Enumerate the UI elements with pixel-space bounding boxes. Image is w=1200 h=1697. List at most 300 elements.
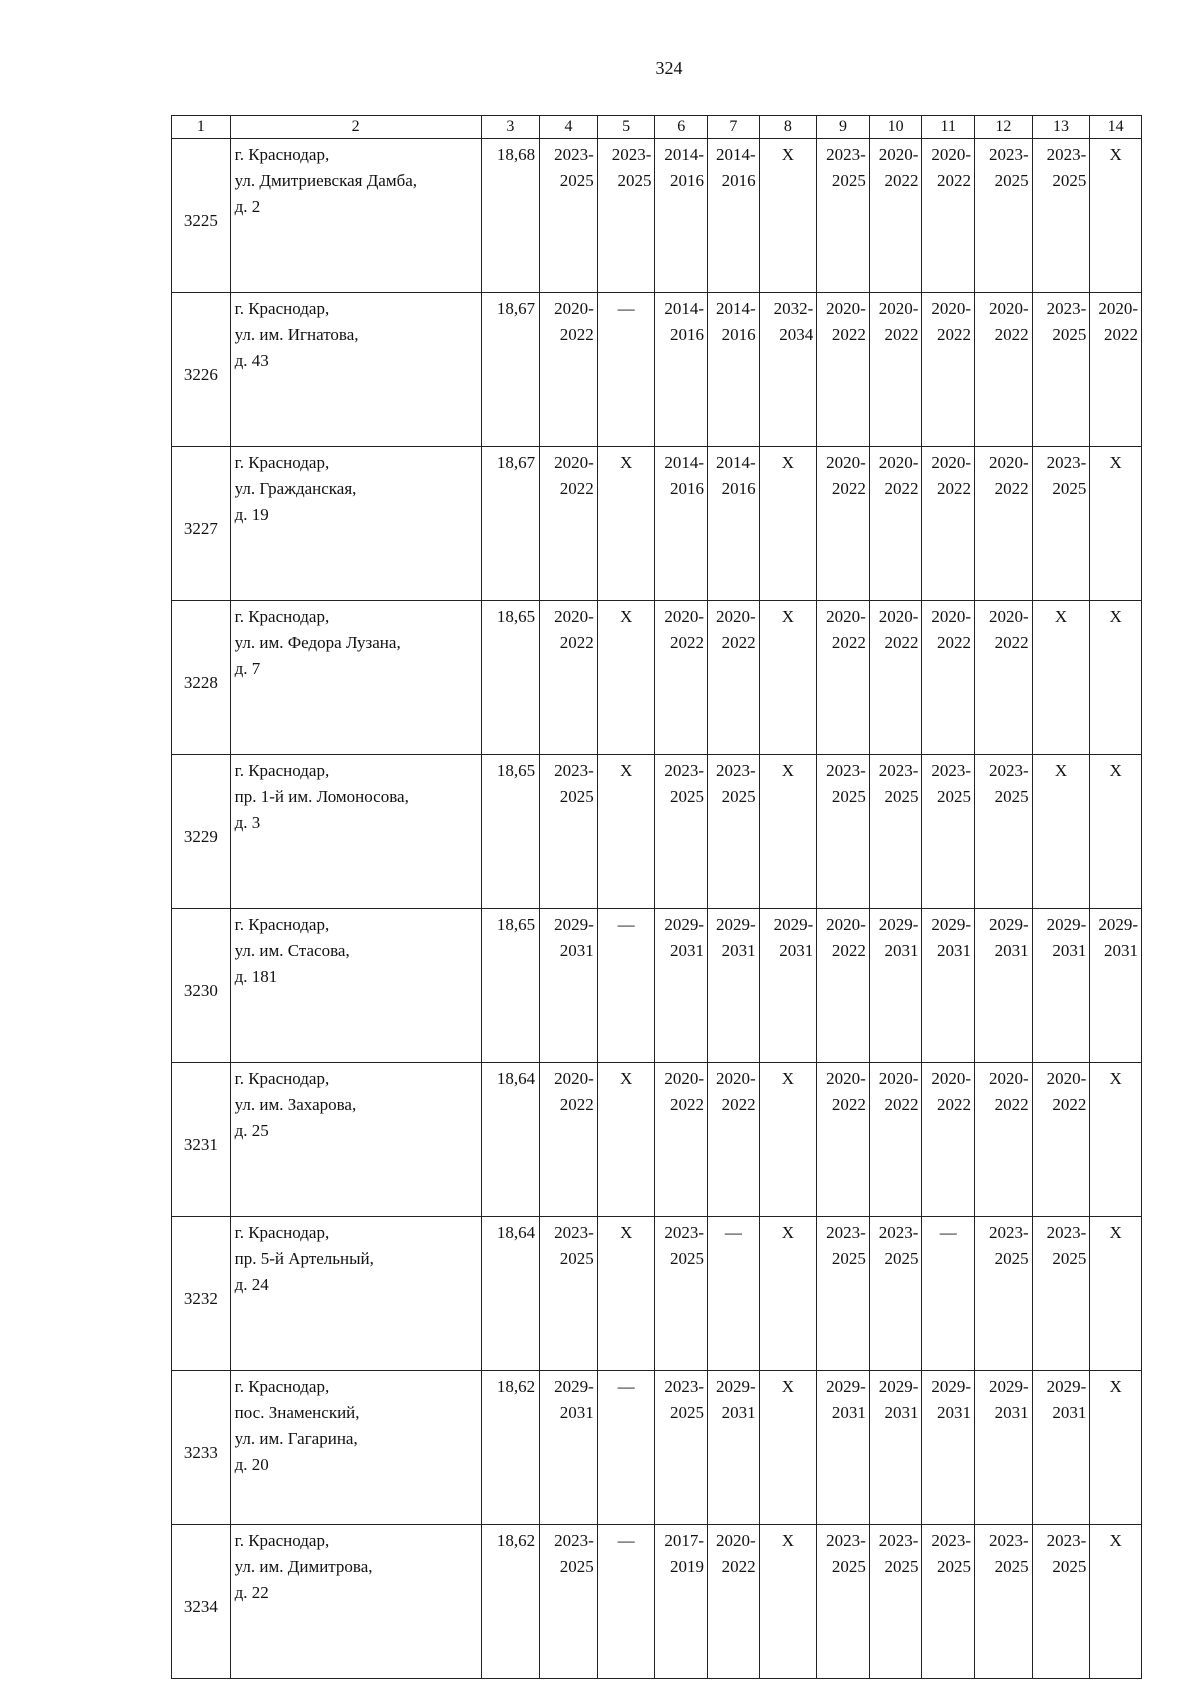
period-end: 2025 xyxy=(884,787,919,806)
period-end: 2025 xyxy=(884,1249,919,1268)
period-cell xyxy=(597,139,655,293)
period-start: 2029- xyxy=(554,915,594,934)
not-required-mark: X xyxy=(1090,1217,1142,1371)
period-cell xyxy=(869,139,922,293)
row-number: 3228 xyxy=(172,601,231,755)
period-end: 2025 xyxy=(670,1249,705,1268)
column-header: 6 xyxy=(655,116,708,139)
period-cell xyxy=(540,1217,598,1371)
period-start: 2023- xyxy=(826,145,866,164)
period-cell xyxy=(817,139,870,293)
period-start: 2020- xyxy=(715,1069,756,1088)
value-cell: 18,67 xyxy=(481,447,540,601)
period-end: 2022 xyxy=(831,941,866,960)
not-required-mark: X xyxy=(1090,1063,1142,1217)
period-end: 2031 xyxy=(994,1403,1029,1422)
period-start: 2029- xyxy=(878,1377,919,1396)
period-end: 2025 xyxy=(559,171,594,190)
period-start: 2020- xyxy=(931,607,972,626)
period-start: 2023- xyxy=(1046,299,1087,318)
period-start: 2020- xyxy=(989,299,1029,318)
address-line: пр. 5-й Артельный, xyxy=(234,1249,374,1268)
period-start: 2020- xyxy=(554,453,594,472)
period-end: 2025 xyxy=(1052,171,1087,190)
period-cell xyxy=(975,139,1033,293)
period-start: 2023- xyxy=(1046,1223,1087,1242)
period-end: 2025 xyxy=(831,1557,866,1576)
value-cell: 18,65 xyxy=(481,601,540,755)
page-number: 324 xyxy=(655,58,683,78)
period-start: 2014- xyxy=(715,299,756,318)
table-row xyxy=(172,601,1142,755)
period-cell xyxy=(708,1063,760,1217)
period-cell xyxy=(975,293,1033,447)
address-line: г. Краснодар, xyxy=(234,915,330,934)
period-end: 2025 xyxy=(831,171,866,190)
period-end: 2025 xyxy=(670,787,705,806)
not-required-mark: X xyxy=(759,1217,817,1371)
period-start: 2023- xyxy=(826,1223,866,1242)
period-cell xyxy=(708,755,760,909)
period-start: 2023- xyxy=(989,761,1029,780)
period-cell xyxy=(869,755,922,909)
table-row xyxy=(172,1371,1142,1525)
period-start: 2029- xyxy=(989,915,1029,934)
address-line: г. Краснодар, xyxy=(234,299,330,318)
row-number: 3230 xyxy=(172,909,231,1063)
period-start: 2023- xyxy=(826,761,866,780)
not-required-mark: X xyxy=(759,755,817,909)
address-line: ул. им. Димитрова, xyxy=(234,1557,373,1576)
dash-mark: — xyxy=(708,1217,760,1371)
period-end: 2031 xyxy=(937,941,972,960)
address-line: ул. им. Гагарина, xyxy=(234,1429,358,1448)
address-line: д. 181 xyxy=(234,967,278,986)
address-line: д. 22 xyxy=(234,1583,269,1602)
not-required-mark: X xyxy=(1090,139,1142,293)
period-end: 2025 xyxy=(884,1557,919,1576)
column-header: 8 xyxy=(759,116,817,139)
table-row xyxy=(172,139,1142,293)
period-start: 2020- xyxy=(989,453,1029,472)
period-start: 2020- xyxy=(715,1531,756,1550)
period-start: 2029- xyxy=(664,915,705,934)
period-end: 2022 xyxy=(937,171,972,190)
period-end: 2022 xyxy=(721,1095,756,1114)
period-start: 2029- xyxy=(931,915,972,934)
address-line: г. Краснодар, xyxy=(234,761,330,780)
period-cell xyxy=(922,139,975,293)
period-end: 2022 xyxy=(831,325,866,344)
period-start: 2023- xyxy=(989,145,1029,164)
period-end: 2025 xyxy=(559,787,594,806)
period-start: 2023- xyxy=(1046,1531,1087,1550)
period-cell xyxy=(708,601,760,755)
dash-mark: — xyxy=(597,293,655,447)
period-cell xyxy=(540,139,598,293)
column-header: 4 xyxy=(540,116,598,139)
value-cell: 18,67 xyxy=(481,293,540,447)
period-cell xyxy=(759,293,817,447)
not-required-mark: X xyxy=(1032,601,1090,755)
row-number: 3234 xyxy=(172,1525,231,1679)
period-start: 2020- xyxy=(931,1069,972,1088)
period-end: 2022 xyxy=(559,633,594,652)
period-cell xyxy=(540,755,598,909)
address-line: г. Краснодар, xyxy=(234,1531,330,1550)
column-header: 11 xyxy=(922,116,975,139)
value-cell: 18,62 xyxy=(481,1371,540,1525)
address-line: ул. им. Игнатова, xyxy=(234,325,359,344)
period-end: 2031 xyxy=(994,941,1029,960)
period-start: 2029- xyxy=(878,915,919,934)
period-start: 2023- xyxy=(878,761,919,780)
period-start: 2023- xyxy=(664,1377,705,1396)
period-end: 2025 xyxy=(559,1249,594,1268)
row-number: 3227 xyxy=(172,447,231,601)
period-start: 2023- xyxy=(554,1531,594,1550)
address-line: д. 2 xyxy=(234,197,261,216)
period-start: 2029- xyxy=(826,1377,866,1396)
period-cell xyxy=(869,1063,922,1217)
row-number: 3229 xyxy=(172,755,231,909)
period-end: 2016 xyxy=(670,479,705,498)
value-cell: 18,65 xyxy=(481,755,540,909)
period-cell xyxy=(817,601,870,755)
period-end: 2016 xyxy=(721,325,756,344)
address-cell xyxy=(230,601,481,755)
period-start: 2023- xyxy=(554,761,594,780)
period-start: 2029- xyxy=(931,1377,972,1396)
period-start: 2020- xyxy=(1046,1069,1087,1088)
period-cell xyxy=(1032,909,1090,1063)
address-line: д. 7 xyxy=(234,659,261,678)
period-end: 2022 xyxy=(884,171,919,190)
period-cell xyxy=(869,909,922,1063)
address-line: ул. им. Федора Лузана, xyxy=(234,633,401,652)
period-cell xyxy=(1032,1063,1090,1217)
address-line: г. Краснодар, xyxy=(234,145,330,164)
period-end: 2022 xyxy=(1104,325,1138,344)
period-cell xyxy=(817,293,870,447)
period-cell xyxy=(759,909,817,1063)
period-cell xyxy=(1032,1217,1090,1371)
value-cell: 18,64 xyxy=(481,1217,540,1371)
column-header: 5 xyxy=(597,116,655,139)
column-header: 3 xyxy=(481,116,540,139)
address-line: пр. 1-й им. Ломоносова, xyxy=(234,787,409,806)
period-cell xyxy=(922,601,975,755)
period-start: 2023- xyxy=(931,1531,972,1550)
period-end: 2025 xyxy=(831,1249,866,1268)
period-end: 2022 xyxy=(670,1095,705,1114)
period-end: 2025 xyxy=(1052,325,1087,344)
period-cell xyxy=(540,1063,598,1217)
period-cell xyxy=(817,755,870,909)
dash-mark: — xyxy=(597,909,655,1063)
period-end: 2016 xyxy=(721,479,756,498)
period-cell xyxy=(655,1217,708,1371)
period-end: 2025 xyxy=(617,171,652,190)
period-cell xyxy=(655,293,708,447)
not-required-mark: X xyxy=(759,447,817,601)
period-end: 2022 xyxy=(994,325,1029,344)
column-header: 14 xyxy=(1090,116,1142,139)
dash-mark: — xyxy=(597,1525,655,1679)
period-start: 2029- xyxy=(1098,915,1138,934)
not-required-mark: X xyxy=(1090,1371,1142,1525)
column-header: 9 xyxy=(817,116,870,139)
period-cell xyxy=(708,447,760,601)
period-cell xyxy=(922,909,975,1063)
period-end: 2025 xyxy=(670,1403,705,1422)
table-row xyxy=(172,1063,1142,1217)
value-cell: 18,62 xyxy=(481,1525,540,1679)
period-cell xyxy=(655,447,708,601)
period-end: 2031 xyxy=(1052,941,1087,960)
period-end: 2022 xyxy=(937,479,972,498)
not-required-mark: X xyxy=(759,139,817,293)
period-end: 2031 xyxy=(721,941,756,960)
register-table xyxy=(171,115,1142,1679)
period-cell xyxy=(869,1371,922,1525)
period-cell xyxy=(817,1063,870,1217)
period-cell xyxy=(975,1063,1033,1217)
not-required-mark: X xyxy=(759,601,817,755)
address-cell xyxy=(230,1371,481,1525)
period-start: 2023- xyxy=(664,761,705,780)
period-start: 2020- xyxy=(826,299,866,318)
period-cell xyxy=(869,293,922,447)
period-start: 2029- xyxy=(1046,915,1087,934)
period-end: 2025 xyxy=(721,787,756,806)
period-start: 2023- xyxy=(826,1531,866,1550)
address-line: ул. им. Стасова, xyxy=(234,941,350,960)
table-row xyxy=(172,755,1142,909)
address-line: д. 20 xyxy=(234,1455,269,1474)
not-required-mark: X xyxy=(597,447,655,601)
period-cell xyxy=(869,447,922,601)
period-end: 2022 xyxy=(559,325,594,344)
period-end: 2016 xyxy=(721,171,756,190)
period-end: 2022 xyxy=(831,1095,866,1114)
period-cell xyxy=(1032,1371,1090,1525)
period-start: 2020- xyxy=(664,607,705,626)
period-cell xyxy=(540,601,598,755)
period-end: 2031 xyxy=(559,1403,594,1422)
period-start: 2023- xyxy=(931,761,972,780)
not-required-mark: X xyxy=(597,601,655,755)
address-line: ул. им. Захарова, xyxy=(234,1095,357,1114)
address-line: г. Краснодар, xyxy=(234,607,330,626)
period-end: 2031 xyxy=(831,1403,866,1422)
column-header: 2 xyxy=(230,116,481,139)
period-cell xyxy=(540,293,598,447)
period-end: 2034 xyxy=(779,325,814,344)
period-cell xyxy=(655,1063,708,1217)
period-cell xyxy=(922,293,975,447)
period-cell xyxy=(975,447,1033,601)
period-start: 2020- xyxy=(664,1069,705,1088)
period-end: 2031 xyxy=(559,941,594,960)
period-cell xyxy=(655,755,708,909)
address-cell xyxy=(230,139,481,293)
address-line: д. 25 xyxy=(234,1121,269,1140)
period-cell xyxy=(1032,447,1090,601)
period-start: 2029- xyxy=(1046,1377,1087,1396)
period-cell xyxy=(817,447,870,601)
period-start: 2014- xyxy=(664,299,705,318)
period-cell xyxy=(869,1525,922,1679)
address-cell xyxy=(230,755,481,909)
period-start: 2020- xyxy=(931,453,972,472)
period-cell xyxy=(869,601,922,755)
period-start: 2023- xyxy=(664,1223,705,1242)
period-start: 2020- xyxy=(554,1069,594,1088)
value-cell: 18,65 xyxy=(481,909,540,1063)
period-cell xyxy=(975,601,1033,755)
period-cell xyxy=(708,139,760,293)
period-start: 2023- xyxy=(554,1223,594,1242)
period-start: 2023- xyxy=(1046,145,1087,164)
period-start: 2020- xyxy=(1098,299,1138,318)
dash-mark: — xyxy=(922,1217,975,1371)
period-start: 2020- xyxy=(989,607,1029,626)
period-start: 2014- xyxy=(664,145,705,164)
period-cell xyxy=(1090,293,1142,447)
address-cell xyxy=(230,909,481,1063)
column-header: 7 xyxy=(708,116,760,139)
period-start: 2023- xyxy=(878,1531,919,1550)
period-start: 2023- xyxy=(554,145,594,164)
period-end: 2022 xyxy=(994,479,1029,498)
column-header: 12 xyxy=(975,116,1033,139)
period-start: 2020- xyxy=(878,607,919,626)
not-required-mark: X xyxy=(1090,601,1142,755)
period-end: 2025 xyxy=(994,1557,1029,1576)
period-end: 2025 xyxy=(559,1557,594,1576)
period-end: 2025 xyxy=(831,787,866,806)
header-row xyxy=(172,116,1142,139)
address-cell xyxy=(230,293,481,447)
period-end: 2031 xyxy=(884,1403,919,1422)
period-cell xyxy=(655,909,708,1063)
not-required-mark: X xyxy=(759,1371,817,1525)
period-start: 2023- xyxy=(1046,453,1087,472)
not-required-mark: X xyxy=(759,1063,817,1217)
period-start: 2014- xyxy=(664,453,705,472)
period-cell xyxy=(975,1371,1033,1525)
period-cell xyxy=(1090,909,1142,1063)
period-cell xyxy=(540,909,598,1063)
period-cell xyxy=(869,1217,922,1371)
period-cell xyxy=(817,1217,870,1371)
period-start: 2029- xyxy=(989,1377,1029,1396)
address-line: д. 19 xyxy=(234,505,269,524)
period-cell xyxy=(922,1063,975,1217)
address-line: г. Краснодар, xyxy=(234,1377,330,1396)
period-cell xyxy=(975,1217,1033,1371)
address-cell xyxy=(230,1525,481,1679)
period-cell xyxy=(708,293,760,447)
row-number: 3226 xyxy=(172,293,231,447)
period-start: 2020- xyxy=(989,1069,1029,1088)
period-end: 2031 xyxy=(721,1403,756,1422)
period-end: 2016 xyxy=(670,325,705,344)
period-cell xyxy=(975,909,1033,1063)
period-cell xyxy=(922,1525,975,1679)
period-end: 2022 xyxy=(559,1095,594,1114)
period-end: 2025 xyxy=(1052,1557,1087,1576)
period-end: 2031 xyxy=(1104,941,1138,960)
period-cell xyxy=(655,1525,708,1679)
period-end: 2025 xyxy=(994,1249,1029,1268)
period-cell xyxy=(922,1371,975,1525)
period-end: 2022 xyxy=(884,479,919,498)
period-start: 2020- xyxy=(554,299,594,318)
period-end: 2031 xyxy=(670,941,705,960)
not-required-mark: X xyxy=(597,755,655,909)
address-cell xyxy=(230,447,481,601)
period-cell xyxy=(540,1371,598,1525)
period-start: 2023- xyxy=(715,761,756,780)
not-required-mark: X xyxy=(1090,447,1142,601)
period-start: 2023- xyxy=(878,1223,919,1242)
period-start: 2029- xyxy=(773,915,814,934)
period-cell xyxy=(1032,1525,1090,1679)
period-start: 2014- xyxy=(715,453,756,472)
period-cell xyxy=(817,909,870,1063)
period-start: 2017- xyxy=(664,1531,705,1550)
address-line: г. Краснодар, xyxy=(234,453,330,472)
row-number: 3232 xyxy=(172,1217,231,1371)
period-start: 2020- xyxy=(931,145,972,164)
period-cell xyxy=(975,1525,1033,1679)
period-end: 2025 xyxy=(1052,479,1087,498)
period-start: 2023- xyxy=(989,1531,1029,1550)
address-cell xyxy=(230,1063,481,1217)
table-row xyxy=(172,909,1142,1063)
table-row xyxy=(172,293,1142,447)
period-end: 2022 xyxy=(937,325,972,344)
period-end: 2022 xyxy=(721,633,756,652)
period-cell xyxy=(708,909,760,1063)
period-end: 2025 xyxy=(994,171,1029,190)
period-end: 2022 xyxy=(994,1095,1029,1114)
period-end: 2022 xyxy=(937,633,972,652)
period-start: 2020- xyxy=(878,299,919,318)
period-start: 2029- xyxy=(554,1377,594,1396)
address-line: д. 24 xyxy=(234,1275,269,1294)
period-end: 2022 xyxy=(1052,1095,1087,1114)
period-end: 2022 xyxy=(937,1095,972,1114)
period-end: 2022 xyxy=(670,633,705,652)
address-line: ул. Гражданская, xyxy=(234,479,357,498)
period-end: 2031 xyxy=(884,941,919,960)
period-start: 2020- xyxy=(931,299,972,318)
period-cell xyxy=(975,755,1033,909)
not-required-mark: X xyxy=(597,1217,655,1371)
period-cell xyxy=(655,139,708,293)
period-start: 2020- xyxy=(715,607,756,626)
not-required-mark: X xyxy=(597,1063,655,1217)
period-end: 2016 xyxy=(670,171,705,190)
value-cell: 18,64 xyxy=(481,1063,540,1217)
period-start: 2020- xyxy=(878,145,919,164)
period-end: 2031 xyxy=(1052,1403,1087,1422)
period-end: 2031 xyxy=(779,941,814,960)
period-cell xyxy=(540,447,598,601)
